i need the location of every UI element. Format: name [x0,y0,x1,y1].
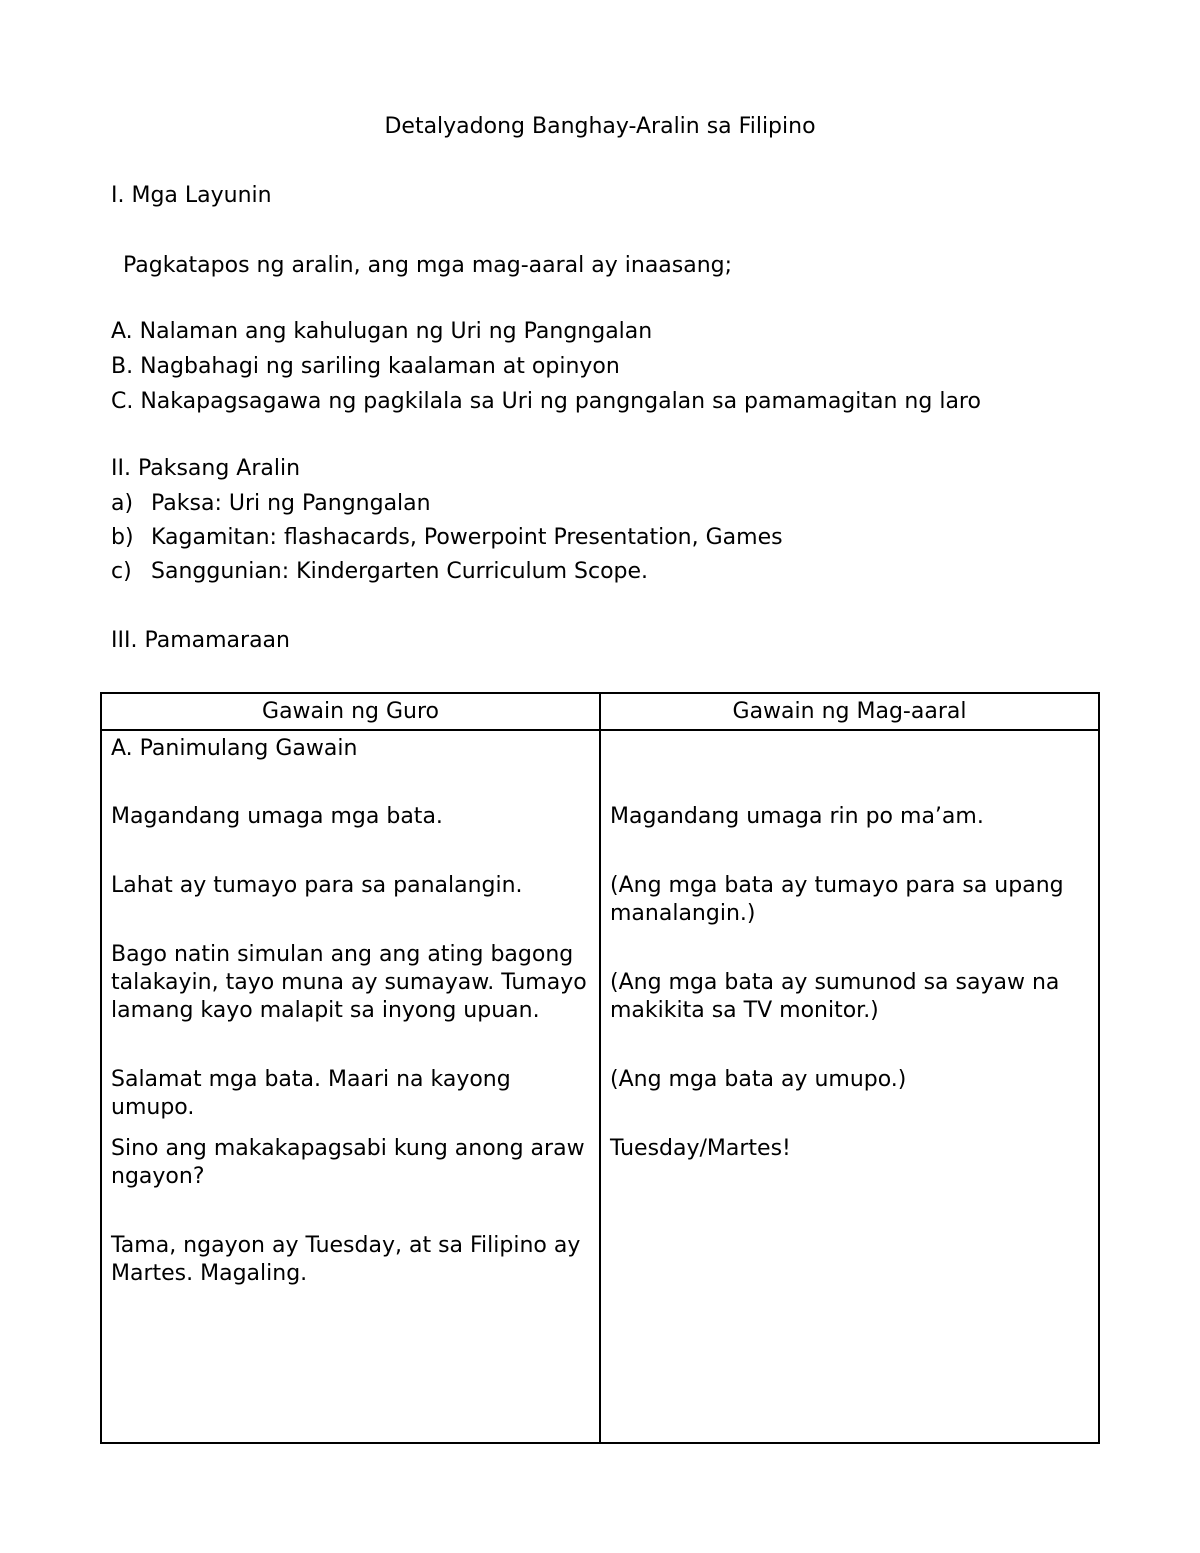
teacher-line: Salamat mga bata. Maari na kayong umupo. [111,1067,511,1120]
topic-item-b [111,524,783,552]
section-heading-pamamaraan: III. Pamamaraan [111,628,290,653]
teacher-line: Sino ang makakapagsabi kung anong araw ngayon? [111,1136,585,1189]
teacher-line: A. Panimulang Gawain [111,736,358,761]
teacher-line: Magandang umaga mga bata. [111,804,443,829]
student-line: Tuesday/Martes! [610,1136,791,1161]
list-marker: a) [111,491,134,516]
teacher-line: Tama, ngayon ay Tuesday, at sa Filipino ay Martes. Magaling. [111,1233,581,1286]
teacher-line: Lahat ay tumayo para sa panalangin. [111,873,523,898]
header-student-activity: Gawain ng Mag-aaral [600,693,1099,730]
topic-item-c [111,558,648,586]
topic-item-a [111,490,431,518]
student-activity-cell [600,730,1099,1443]
list-item-text: Kagamitan: flashacards, Powerpoint Presentation, Games [151,525,783,550]
procedure-table [100,692,1100,1444]
student-line: (Ang mga bata ay tumayo para sa upang manalangin.) [610,873,1064,926]
list-item-text: Paksa: Uri ng Pangngalan [151,491,431,516]
section-heading-layunin: I. Mga Layunin [111,183,272,208]
document-title: Detalyadong Banghay-Aralin sa Filipino [384,114,816,139]
objective-c: C. Nakapagsagawa ng pagkilala sa Uri ng pangngalan sa pamamagitan ng laro [111,389,981,414]
student-line: (Ang mga bata ay umupo.) [610,1067,907,1092]
teacher-activity-cell [101,730,600,1443]
list-marker: c) [111,559,132,584]
section-heading-paksang-aralin: II. Paksang Aralin [111,456,301,481]
objective-a: A. Nalaman ang kahulugan ng Uri ng Pangngalan [111,319,653,344]
list-item-text: Sanggunian: Kindergarten Curriculum Scope. [151,559,649,584]
header-teacher-activity: Gawain ng Guro [101,693,600,730]
teacher-line: Bago natin simulan ang ang ating bagong talakayin, tayo muna ay sumayaw. Tumayo lamang kayo malapit sa inyong upuan. [111,942,587,1023]
table-row [101,730,1099,1443]
objectives-intro: Pagkatapos ng aralin, ang mga mag-aaral ay inaasang; [123,253,733,278]
student-line: Magandang umaga rin po ma’am. [610,804,984,829]
objective-b: B. Nagbahagi ng sariling kaalaman at opinyon [111,354,620,379]
list-marker: b) [111,525,134,550]
student-line: (Ang mga bata ay sumunod sa sayaw na makikita sa TV monitor.) [610,970,1060,1023]
table-header-row [101,693,1099,730]
